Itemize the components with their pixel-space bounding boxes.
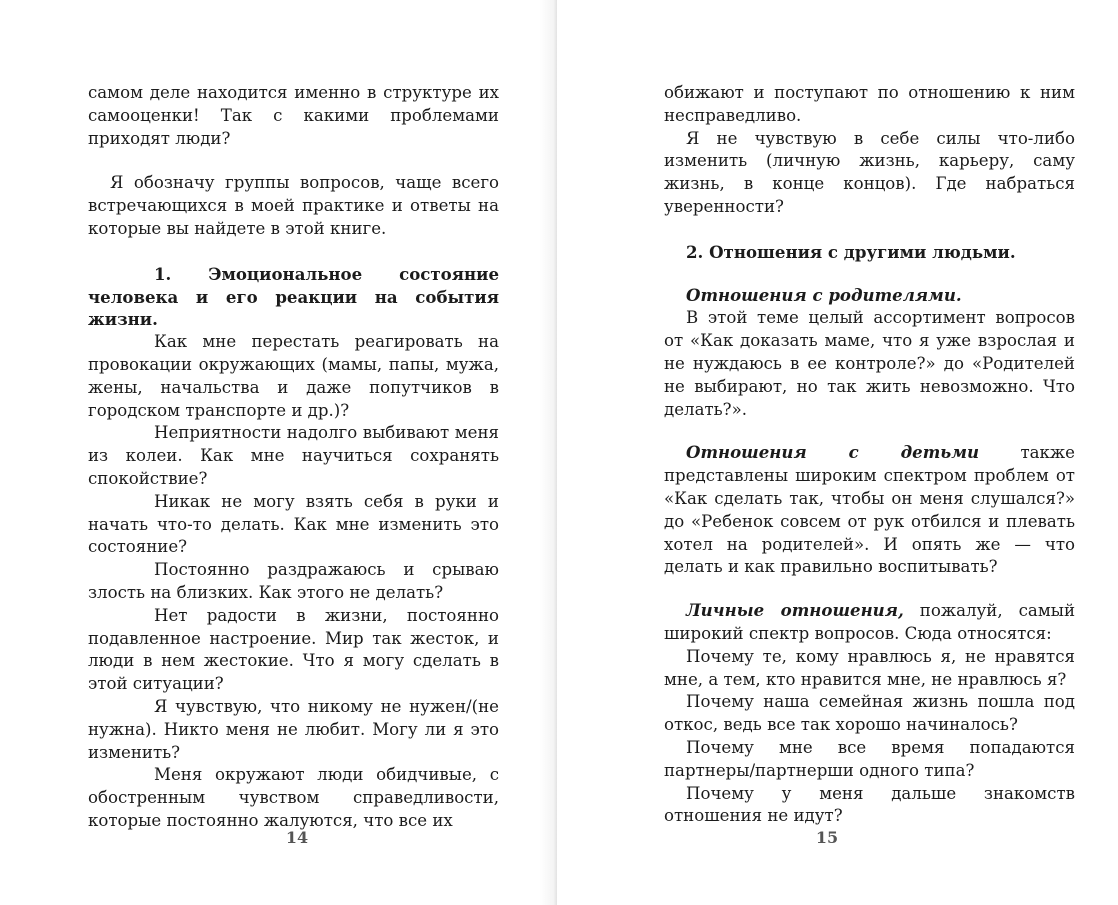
paragraph-text: пожалуй, самый широкий спектр вопросов. Сюда относятся: (664, 601, 1076, 643)
subheading: Отношения с родителями. (686, 284, 962, 305)
question: Почему те, кому нравлюсь я, не нравятся мне, а тем, кто нравится мне, не нравлюсь я? (664, 646, 1075, 689)
subheading: Личные отношения, (686, 600, 904, 621)
question: Никак не могу взять себя в руки и начать что-то делать. Как мне изменить это состояние? (88, 491, 499, 557)
paragraph: В этой теме целый ассортимент вопросов от «Как доказать маме, что я уже взрослая и не нуждаюсь в ее контроле?» до «Родителей не выбирают, но так жить невозможно. Что делать?». (664, 308, 1075, 419)
subheading-paragraph (664, 284, 1075, 308)
question: Меня окружают люди обидчивые, с обостренным чувством справедливости, которые постоянно жалуются, что все их (88, 765, 499, 830)
right-page (557, 0, 1118, 905)
left-page-text (88, 82, 499, 833)
question: Неприятности надолго выбивают меня из колеи. Как мне научиться сохранять спокойствие? (88, 423, 499, 488)
question: Нет радости в жизни, постоянно подавленное настроение. Мир так жесток, и люди в нем жестокие. Что я могу сделать в этой ситуации? (88, 605, 499, 694)
paragraph: обижают и поступают по отношению к ним несправедливо. (664, 83, 1075, 125)
question: Как мне перестать реагировать на провокации окружающих (мамы, папы, мужа, жены, начальства и даже попутчиков в городском транспорте и др.)? (88, 332, 499, 420)
subheading: Отношения с детьми (686, 442, 980, 463)
paragraph (664, 441, 1075, 579)
page-number: 14 (285, 828, 309, 847)
paragraph: Я не чувствую в себе силы что-либо изменить (личную жизнь, карьеру, саму жизнь, в конце концов). Где набраться уверенности? (664, 128, 1075, 216)
page-number: 15 (815, 828, 839, 847)
question: Я чувствую, что никому не нужен/(не нужна). Никто меня не любит. Могу ли я это изменить? (88, 696, 499, 762)
paragraph (664, 599, 1075, 646)
paragraph-text: также представлены широким спектром проблем от «Как сделать так, чтобы он меня слушался?» до «Ребенок совсем от рук отбился и плевать хотел на родителей». И опять же — что делать и как правильно воспитывать? (664, 443, 1075, 577)
paragraph: самом деле находится именно в структуре их самооценки! Так с какими проблемами приходят люди? (88, 83, 499, 148)
section-heading: 1. Эмоциональное состояние человека и его реакции на события жизни. (88, 263, 499, 330)
section-heading: 2. Отношения с другими людьми. (686, 241, 1016, 262)
question: Почему наша семейная жизнь пошла под откос, ведь все так хорошо начиналось? (664, 692, 1075, 735)
question: Почему у меня дальше знакомств отношения не идут? (664, 783, 1075, 826)
paragraph: Я обозначу группы вопросов, чаще всего встречающихся в моей практике и ответы на которые вы найдете в этой книге. (88, 173, 499, 238)
right-page-text (664, 82, 1075, 828)
question: Постоянно раздражаюсь и срываю злость на близких. Как этого не делать? (88, 560, 499, 602)
question: Почему мне все время попадаются партнеры/партнерши одного типа? (664, 737, 1075, 780)
left-page (0, 0, 557, 905)
